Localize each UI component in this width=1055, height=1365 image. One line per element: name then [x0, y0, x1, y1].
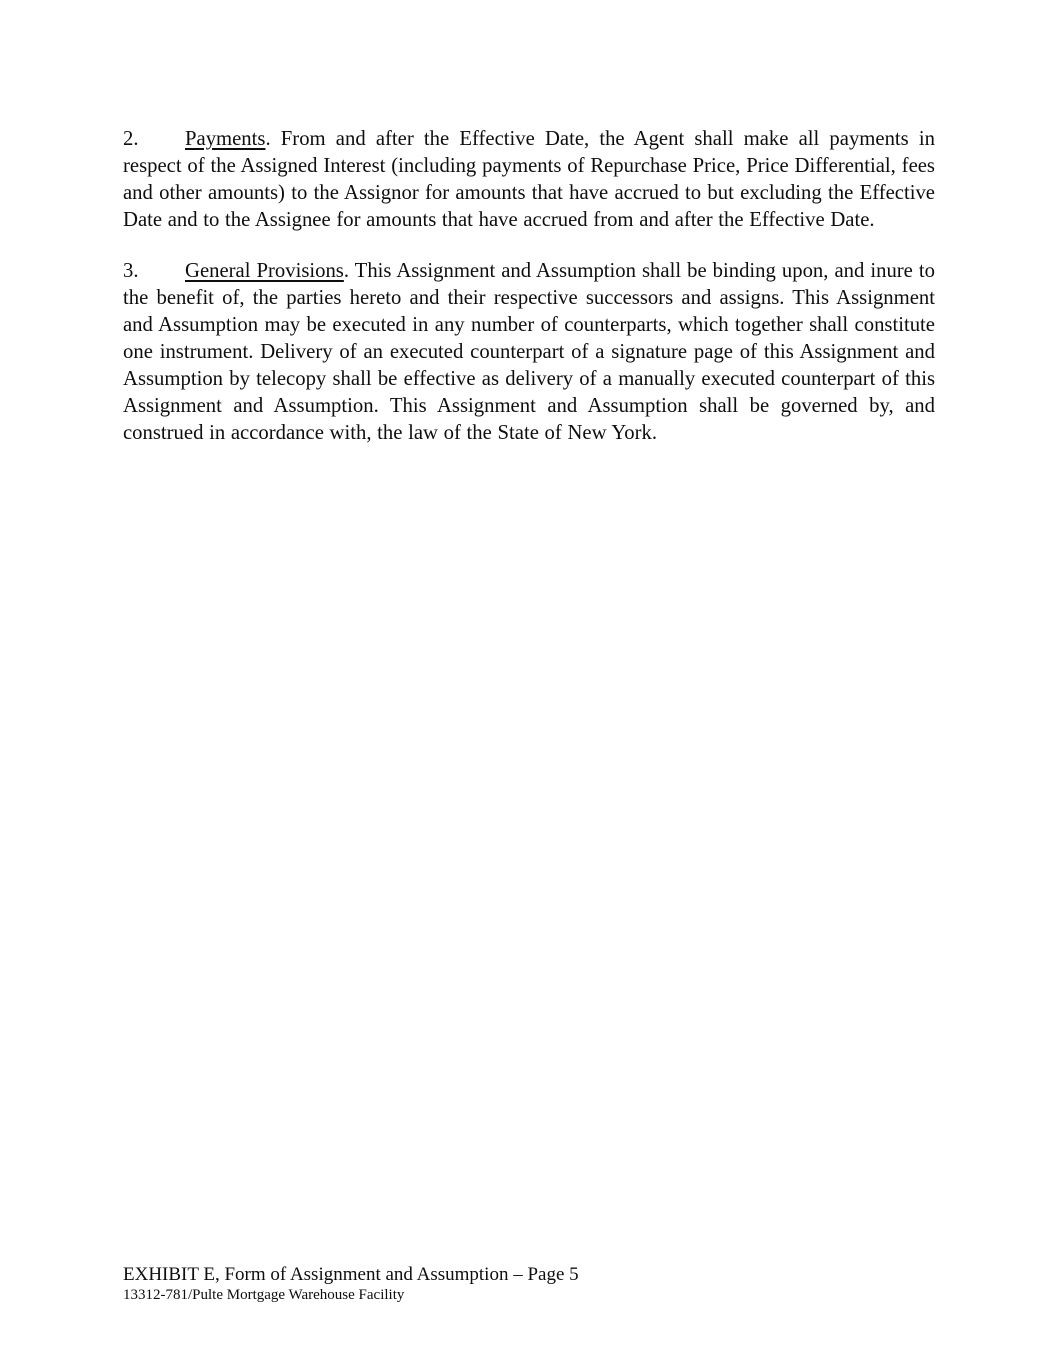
paragraph-payments: [123, 126, 935, 234]
paragraph-heading-general-provisions: General Provisions: [185, 260, 344, 282]
page-footer: [123, 1263, 935, 1304]
footer-file-reference: 13312-781/Pulte Mortgage Warehouse Facility: [123, 1287, 405, 1303]
footer-exhibit-line: EXHIBIT E, Form of Assignment and Assumption – Page 5: [123, 1264, 579, 1285]
paragraph-number: 2.: [123, 128, 139, 150]
paragraph-number: 3.: [123, 260, 139, 282]
paragraph-body-general-provisions: . This Assignment and Assumption shall be binding upon, and inure to the benefit of, the parties hereto and their respective successors and assigns. This Assignment and Assumption may be executed in any number of counterparts, which together shall constitute one instrument. Delivery of an executed counterpart of a signature page of this Assignment and Assumption by telecopy shall be effective as delivery of a manually executed counterpart of this Assignment and Assumption. This Assignment and Assumption shall be governed by, and construed in accordance with, the law of the State of New York.: [123, 260, 935, 444]
paragraph-body-payments: . From and after the Effective Date, the Agent shall make all payments in respect of the Assigned Interest (including payments of Repurchase Price, Price Differential, fees and other amounts) to the Assignor for amounts that have accrued to but excluding the Effective Date and to the Assignee for amounts that have accrued from and after the Effective Date.: [123, 128, 935, 231]
document-content: [123, 126, 935, 471]
paragraph-heading-payments: Payments: [185, 128, 266, 150]
paragraph-general-provisions: [123, 258, 935, 447]
